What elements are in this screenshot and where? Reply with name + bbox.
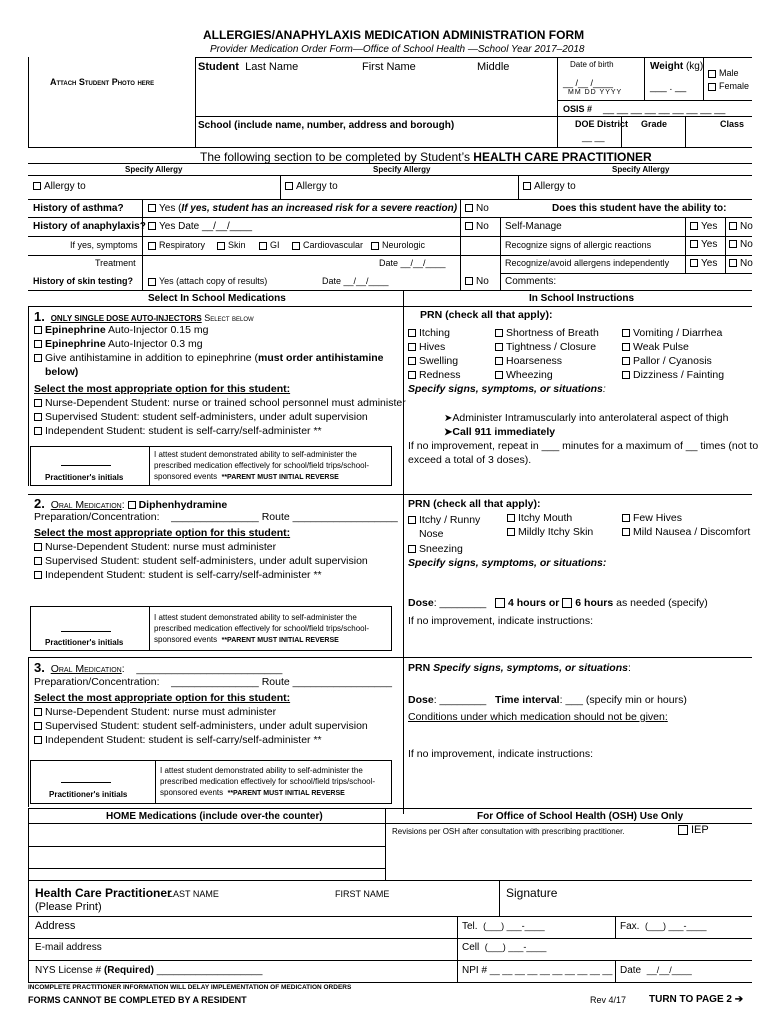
med3-no-improve: If no improvement, indicate instructions: — [408, 748, 594, 760]
npi-field[interactable]: __ __ __ __ __ __ __ __ __ __ — [489, 965, 613, 975]
sneezing-checkbox[interactable] — [408, 545, 416, 553]
itchy-runny-checkbox[interactable] — [408, 516, 416, 524]
weight-label: Weight — [650, 61, 684, 72]
med3-supervised-checkbox[interactable] — [34, 722, 42, 730]
med2-independent-checkbox[interactable] — [34, 571, 42, 579]
med1-supervised-checkbox[interactable] — [34, 413, 42, 421]
mildly-itchy-checkbox[interactable] — [507, 528, 515, 536]
ability-heading: Does this student have the ability to: — [552, 203, 727, 214]
antihist-below: below) — [45, 366, 79, 378]
symptoms-label: If yes, symptoms — [70, 240, 138, 250]
pallor-checkbox[interactable] — [622, 357, 630, 365]
middle-label: Middle — [477, 61, 510, 73]
avoid-yes-checkbox[interactable] — [690, 259, 698, 267]
med1-specify: Specify signs, symptoms, or situations — [408, 383, 603, 395]
med3-prep-field[interactable]: _______________ — [171, 676, 259, 688]
treatment-label: Treatment — [95, 258, 136, 268]
avoid-no-checkbox[interactable] — [729, 259, 737, 267]
med2-prn: PRN (check all that apply): — [408, 498, 541, 510]
med2-select-opt: Select the most appropriate option for this student: — [34, 527, 291, 539]
itchy-mouth-checkbox[interactable] — [507, 514, 515, 522]
hcp-last-name: LAST NAME — [168, 889, 219, 899]
wheezing-checkbox[interactable] — [495, 371, 503, 379]
vomiting-checkbox[interactable] — [622, 329, 630, 337]
med3-conditions: Conditions under which medication should not be given — [408, 711, 665, 723]
female-checkbox[interactable] — [708, 83, 716, 91]
allergy-2-checkbox[interactable] — [285, 182, 293, 190]
med2-dose-field[interactable]: ________ — [439, 597, 487, 609]
med1-no-improve-2: exceed a total of 3 doses). — [408, 454, 532, 466]
skin-date[interactable]: Date __/__/____ — [322, 276, 389, 286]
asthma-yes-checkbox[interactable] — [148, 204, 156, 212]
med1-independent-checkbox[interactable] — [34, 427, 42, 435]
sob-checkbox[interactable] — [495, 329, 503, 337]
last-name-label: Last Name — [245, 61, 299, 73]
specify-allergy-2: Specify Allergy — [373, 165, 431, 174]
osh-revisions: Revisions per OSH after consultation with prescribing practitioner. — [392, 827, 625, 836]
med2-practitioner-initials: Practitioner's initials — [45, 638, 124, 647]
med3-number: 3. — [34, 660, 45, 675]
med2-attest-box: Practitioner's initials I attest student demonstrated ability to self-administer the prescribed medication effectively for school/field trips/school- sponsored events **PARENT MUST INITIAL REVERSE — [30, 606, 392, 651]
gi-checkbox[interactable] — [259, 242, 267, 250]
skin-yes-checkbox[interactable] — [148, 278, 156, 286]
grade-label: Grade — [641, 119, 668, 129]
photo-label: Attach Student Photo here — [50, 77, 155, 87]
home-meds-label: HOME Medications (include over-the counter) — [106, 811, 323, 822]
license-field[interactable]: ___________________ — [156, 965, 263, 976]
itching-checkbox[interactable] — [408, 329, 416, 337]
cell-field[interactable]: (___) ___-____ — [484, 942, 547, 952]
med1-attest-box: Practitioner's initials I attest student demonstrated ability to self-administer the prescribed medication effectively for school/field trips/school- sponsored events **PARENT MUST INITIAL REVERSE — [30, 446, 392, 486]
med1-practitioner-initials: Practitioner's initials — [45, 473, 124, 482]
date-label: Date — [620, 965, 642, 976]
weak-pulse-checkbox[interactable] — [622, 343, 630, 351]
swelling-checkbox[interactable] — [408, 357, 416, 365]
self-manage-yes-checkbox[interactable] — [690, 222, 698, 230]
mild-nausea-checkbox[interactable] — [622, 528, 630, 536]
tightness-checkbox[interactable] — [495, 343, 503, 351]
student-label: Student — [198, 61, 239, 73]
redness-checkbox[interactable] — [408, 371, 416, 379]
med1-prn: PRN (check all that apply): — [420, 309, 553, 321]
avoid-allergens-label: Recognize/avoid allergens independently — [505, 258, 670, 268]
recognize-signs-label: Recognize signs of allergic reactions — [505, 240, 652, 250]
allergy-1-checkbox[interactable] — [33, 182, 41, 190]
med1-number: 1. — [34, 309, 45, 324]
dob-format: MM DD YYYY — [568, 89, 623, 96]
med3-independent-checkbox[interactable] — [34, 736, 42, 744]
treatment-date[interactable]: Date __/__/____ — [379, 258, 446, 268]
please-print: (Please Print) — [35, 901, 102, 913]
anaphylaxis-yes-checkbox[interactable] — [148, 222, 156, 230]
few-hives-checkbox[interactable] — [622, 514, 630, 522]
specify-allergy-3: Specify Allergy — [612, 165, 670, 174]
diphen-checkbox[interactable] — [128, 501, 136, 509]
epi-03-checkbox[interactable] — [34, 340, 42, 348]
specify-allergy-1: Specify Allergy — [125, 165, 183, 174]
med3-interval-field[interactable]: ___ (specify min or hours) — [565, 694, 687, 706]
skin-no-checkbox[interactable] — [465, 277, 473, 285]
med1-select-opt: Select the most appropriate option for this student: — [34, 383, 291, 395]
allergy-3-checkbox[interactable] — [523, 182, 531, 190]
med2-route-field[interactable]: __________________ — [292, 511, 398, 523]
arrow-icon: ➤ — [444, 413, 453, 424]
osh-label: For Office of School Health (OSH) Use Only — [477, 811, 684, 822]
anaphylaxis-no-checkbox[interactable] — [465, 222, 473, 230]
nose-label: Nose — [419, 528, 444, 540]
respiratory-checkbox[interactable] — [148, 242, 156, 250]
tel-label: Tel. — [462, 921, 478, 932]
recognize-yes-checkbox[interactable] — [690, 240, 698, 248]
iep-checkbox[interactable] — [678, 825, 688, 835]
med3-attest-box: Practitioner's initials I attest student demonstrated ability to self-administer the prescribed medication effectively for school/field trips/school- sponsored events **PARENT MUST INITIAL REVERSE — [30, 760, 392, 804]
turn-page-link[interactable]: TURN TO PAGE 2 ➔ — [649, 994, 744, 1005]
med3-dose-field[interactable]: ________ — [439, 694, 487, 706]
district-label: DOE District — [575, 119, 629, 129]
dizziness-checkbox[interactable] — [622, 371, 630, 379]
med3-practitioner-initials: Practitioner's initials — [49, 790, 128, 799]
anaphylaxis-label: History of anaphylaxis? — [33, 221, 146, 232]
four-hours-checkbox[interactable] — [495, 598, 505, 608]
osis-label: OSIS # — [563, 104, 593, 114]
skin-testing-label: History of skin testing? — [33, 276, 134, 286]
instructions-header: In School Instructions — [529, 293, 635, 304]
self-manage-no-checkbox[interactable] — [729, 222, 737, 230]
hcp-heading: The following section to be completed by Student’s — [200, 150, 474, 164]
med2-number: 2. — [34, 496, 45, 511]
fax-field[interactable]: (___) ___-____ — [645, 921, 707, 931]
osis-field[interactable]: __ __ __ __ __ __ __ __ __ — [603, 104, 726, 115]
arrow-icon: ➤ — [444, 427, 453, 438]
hoarseness-checkbox[interactable] — [495, 357, 503, 365]
male-checkbox[interactable] — [708, 70, 716, 78]
med3-oral-field[interactable]: _________________________ — [136, 663, 283, 675]
med3-route-field[interactable]: _________________ — [292, 676, 392, 688]
six-hours-checkbox[interactable] — [562, 598, 572, 608]
dob-label: Date of birth — [570, 60, 614, 69]
hcp-label: Health Care Practitioner — [35, 886, 172, 900]
form-subtitle: Provider Medication Order Form—Office of School Health —School Year 2017–2018 — [210, 44, 585, 55]
comments-label: Comments: — [505, 276, 557, 287]
med1-nurse-checkbox[interactable] — [34, 399, 42, 407]
fax-label: Fax. — [620, 921, 640, 932]
med2-no-improve: If no improvement, indicate instructions: — [408, 615, 594, 627]
address-label: Address — [35, 920, 76, 932]
tel-field[interactable]: (___) ___-____ — [483, 921, 545, 931]
select-meds-header: Select In School Medications — [148, 293, 286, 304]
antihistamine-checkbox[interactable] — [34, 354, 42, 362]
form-title: ALLERGIES/ANAPHYLAXIS MEDICATION ADMINISTRATION FORM — [203, 28, 585, 42]
med3-select-opt: Select the most appropriate option for this student: — [34, 692, 291, 704]
neurologic-checkbox[interactable] — [371, 242, 379, 250]
med1-no-improve-1: If no improvement, repeat in ___ minutes for a maximum of __ times (not to — [408, 440, 759, 452]
cell-label: Cell — [462, 942, 480, 953]
signature-label: Signature — [506, 886, 558, 900]
med2-supervised-checkbox[interactable] — [34, 557, 42, 565]
district-field[interactable]: __ __ — [582, 132, 605, 142]
med2-prep-field[interactable]: _______________ — [171, 511, 259, 523]
email-label: E-mail address — [35, 942, 102, 953]
skin-checkbox[interactable] — [217, 242, 225, 250]
med2-specify: Specify signs, symptoms, or situations: — [408, 557, 607, 569]
date-field[interactable]: __/__/____ — [646, 965, 692, 975]
footer-incomplete: INCOMPLETE PRACTITIONER INFORMATION WILL DELAY IMPLEMENTATION OF MEDICATION ORDERS — [28, 984, 352, 991]
asthma-label: History of asthma? — [33, 203, 124, 214]
med2-nurse-checkbox[interactable] — [34, 543, 42, 551]
footer-forms: FORMS CANNOT BE COMPLETED BY A RESIDENT — [28, 995, 247, 1005]
school-label: School (include name, number, address and borough) — [198, 120, 455, 131]
med3-nurse-checkbox[interactable] — [34, 708, 42, 716]
self-manage-label: Self-Manage — [505, 221, 562, 232]
class-label: Class — [720, 119, 745, 129]
cardiovascular-checkbox[interactable] — [292, 242, 300, 250]
hcp-first-name: FIRST NAME — [335, 889, 390, 899]
npi-label: NPI # — [462, 965, 488, 976]
footer-rev: Rev 4/17 — [590, 995, 627, 1005]
recognize-no-checkbox[interactable] — [729, 240, 737, 248]
hives-checkbox[interactable] — [408, 343, 416, 351]
first-name-label: First Name — [362, 61, 416, 73]
epi-015-checkbox[interactable] — [34, 326, 42, 334]
dob-field[interactable]: __ /__ /____ — [563, 78, 614, 88]
weight-field[interactable]: ___ . __ — [650, 82, 687, 93]
med3-prn: PRN — [408, 662, 434, 674]
asthma-no-checkbox[interactable] — [465, 204, 473, 212]
